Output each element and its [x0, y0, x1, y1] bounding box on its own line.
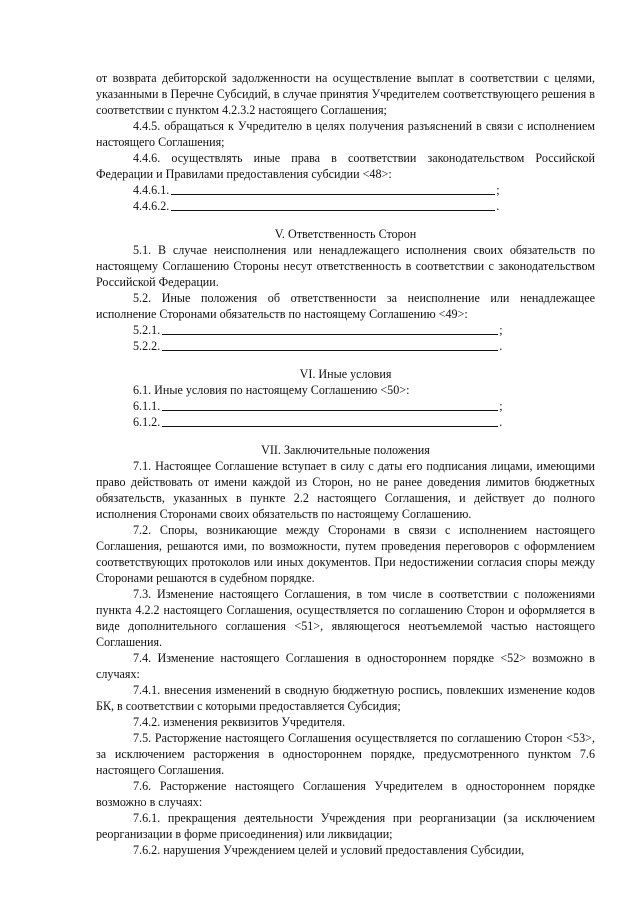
clause-7-1: 7.1. Настоящее Соглашение вступает в силу с даты его подписания лицами, имеющими право действовать от имени каждой из Сторон, но не ранее доведения лимитов бюджетных обязательств, указанных в пункте 2.2 настоящего Соглашения, и действует до полного исполнения Сторонами своих обязательств по настоящему Соглашению. [96, 459, 595, 521]
blank-5-2-1 [133, 322, 595, 338]
fill-line [162, 323, 498, 335]
fill-line [162, 339, 498, 351]
blank-number: 4.4.6.2. [133, 199, 170, 213]
fill-line [162, 399, 498, 411]
section-6-heading: VI. Иные условия [299, 367, 392, 381]
clause-4-4-6: 4.4.6. осуществлять иные права в соответствии законодательством Российской Федерации и Правилами предоставления субсидии <48>: [96, 151, 595, 181]
blank-end: . [499, 415, 503, 429]
blank-4-4-6-2 [133, 198, 595, 214]
clause-6-1: 6.1. Иные условия по настоящему Соглашению <50>: [133, 383, 410, 397]
fill-line [171, 183, 495, 195]
clause-7-6-1: 7.6.1. прекращения деятельности Учреждения при реорганизации (за исключением реорганизации в форме присоединения) или ликвидации; [96, 811, 595, 841]
blank-number: 5.2.2. [133, 339, 161, 353]
paragraph-continuation: от возврата дебиторской задолженности на осуществление выплат в соответствии с целями, указанными в Перечне Субсидий, в случае принятия Учредителем соответствующего решения в соответствии с пунктом 4.2.3.2 настоящего Соглашения; [96, 71, 595, 117]
blank-number: 6.1.1. [133, 399, 161, 413]
clause-7-4-1: 7.4.1. внесения изменений в сводную бюджетную роспись, повлекших изменение кодов БК, в соответствии с которыми предоставляется Субсидия; [96, 683, 595, 713]
clause-7-3: 7.3. Изменение настоящего Соглашения, в том числе в соответствии с положениями пункта 4.2.2 настоящего Соглашения, осуществляется по соглашению Сторон и оформляется в виде дополнительного соглашения <51>, являющегося неотъемлемой частью настоящего Соглашения. [96, 587, 595, 649]
clause-7-6: 7.6. Расторжение настоящего Соглашения Учредителем в одностороннем порядке возможно в случаях: [96, 779, 595, 809]
blank-6-1-2 [133, 414, 595, 430]
blank-number: 5.2.1. [133, 323, 161, 337]
clause-7-4: 7.4. Изменение настоящего Соглашения в одностороннем порядке <52> возможно в случаях: [96, 651, 595, 681]
section-5-heading: V. Ответственность Сторон [274, 227, 417, 241]
clause-5-1: 5.1. В случае неисполнения или ненадлежащего исполнения своих обязательств по настоящему Соглашению Стороны несут ответственность в соответствии с законодательством Российской Федерации. [96, 243, 595, 289]
blank-end: . [499, 339, 503, 353]
blank-number: 6.1.2. [133, 415, 161, 429]
blank-end: . [496, 199, 500, 213]
clause-5-2: 5.2. Иные положения об ответственности за неисполнение или ненадлежащее исполнение Сторонами обязательств по настоящему Соглашению <49>: [96, 291, 595, 321]
blank-5-2-2 [133, 338, 595, 354]
section-7-heading: VII. Заключительные положения [261, 443, 430, 457]
blank-4-4-6-1 [133, 182, 595, 198]
clause-7-2: 7.2. Споры, возникающие между Сторонами в связи с исполнением настоящего Соглашения, решаются ими, по возможности, путем проведения переговоров с оформлением соответствующих протоколов или иных документов. При недостижении согласия споры между Сторонами решаются в судебном порядке. [96, 523, 595, 585]
fill-line [171, 199, 495, 211]
clause-4-4-5: 4.4.5. обращаться к Учредителю в целях получения разъяснений в связи с исполнением настоящего Соглашения; [96, 119, 595, 149]
blank-end: ; [496, 183, 500, 197]
clause-7-6-2: 7.6.2. нарушения Учреждением целей и условий предоставления Субсидии, [133, 843, 525, 857]
blank-number: 4.4.6.1. [133, 183, 170, 197]
blank-end: ; [499, 399, 503, 413]
clause-7-4-2: 7.4.2. изменения реквизитов Учредителя. [133, 715, 346, 729]
clause-7-5: 7.5. Расторжение настоящего Соглашения осуществляется по соглашению Сторон <53>, за исключением расторжения в одностороннем порядке, предусмотренного пунктом 7.6 настоящего Соглашения. [96, 731, 595, 777]
fill-line [162, 415, 498, 427]
blank-6-1-1 [133, 398, 595, 414]
blank-end: ; [499, 323, 503, 337]
